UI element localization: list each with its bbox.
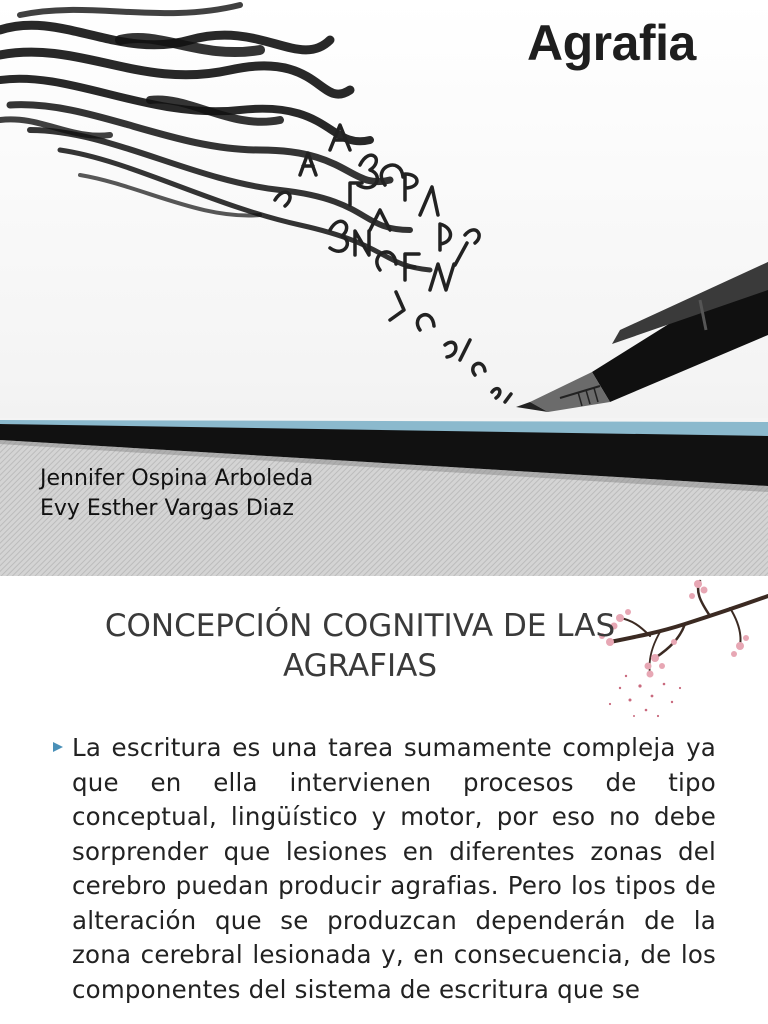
bullet-paragraph: La escritura es una tarea sumamente compleja ya que en ella intervienen procesos de tipo conceptual, lingüístico y motor, por eso no debe sorprender que lesiones en diferentes zonas del cerebro puedan producir agrafias. Pero los tipos de alteración que se produzcan dependerán de la zona cerebral lesionada y, en consecuencia, de los componentes del sistema de escritura que se <box>72 733 716 1004</box>
fountain-pen-image <box>516 262 768 412</box>
content-slide <box>0 576 768 1024</box>
bullet-triangle-icon <box>52 741 64 753</box>
heading-line: AGRAFIAS <box>282 648 438 684</box>
author-name: Jennifer Ospina Arboleda <box>40 466 314 491</box>
slide-heading <box>40 606 680 686</box>
author-list <box>40 464 313 524</box>
heading-line: CONCEPCIÓN COGNITIVA DE LAS <box>104 608 616 644</box>
author-name: Evy Esther Vargas Diaz <box>40 496 294 521</box>
slide-title: Agrafia <box>527 15 696 71</box>
